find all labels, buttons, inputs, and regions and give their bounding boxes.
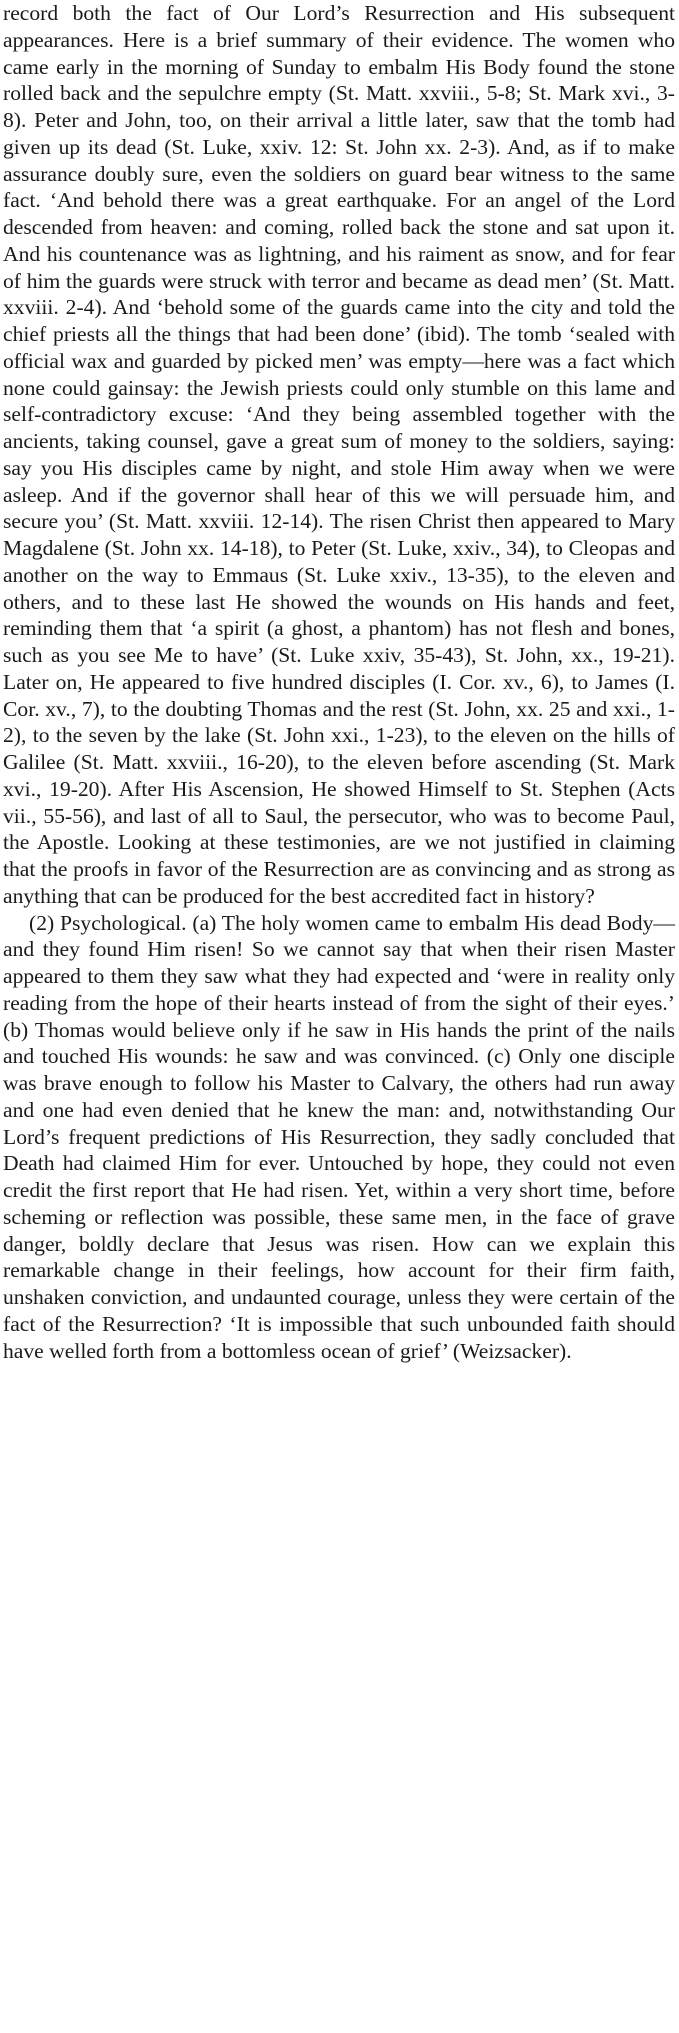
- paragraph-psychological: (2) Psychological. (a) The holy women came to embalm His dead Body—and they found Him risen! So we cannot say that when their risen Master appeared to them they saw what they had expected and ‘were in reality only reading from the hope of their hearts instead of from the sight of their eyes.’ (b) Thomas would believe only if he saw in His hands the print of the nails and touched His wounds: he saw and was convinced. (c) Only one disciple was brave enough to follow his Master to Calvary, the others had run away and one had even denied that he knew the man: and, notwithstanding Our Lord’s frequent predictions of His Resurrection, they sadly concluded that Death had claimed Him for ever. Untouched by hope, they could not even credit the first report that He had risen. Yet, within a very short time, before scheming or reflection was possible, these same men, in the face of grave danger, boldly declare that Jesus was risen. How can we explain this remarkable change in their feelings, how account for their firm faith, unshaken conviction, and undaunted courage, unless they were certain of the fact of the Resurrection? ‘It is impossible that such unbounded faith should have welled forth from a bottomless ocean of grief’ (Weizsacker).: [3, 910, 675, 1363]
- paragraph-historical-evidence: record both the fact of Our Lord’s Resurrection and His subsequent appearances. Here is a brief summary of their evidence. The women who came early in the morning of Sunday to embalm His Body found the stone rolled back and the sepulchre empty (St. Matt. xxviii., 5-8; St. Mark xvi., 3-8). Peter and John, too, on their arrival a little later, saw that the tomb had given up its dead (St. Luke, xxiv. 12: St. John xx. 2-3). And, as if to make assurance doubly sure, even the soldiers on guard bear witness to the same fact. ‘And behold there was a great earthquake. For an angel of the Lord descended from heaven: and coming, rolled back the stone and sat upon it. And his countenance was as lightning, and his raiment as snow, and for fear of him the guards were struck with terror and became as dead men’ (St. Matt. xxviii. 2-4). And ‘behold some of the guards came into the city and told the chief priests all the things that had been done’ (ibid). The tomb ‘sealed with official wax and guarded by picked men’ was empty—here was a fact which none could gainsay: the Jewish priests could only stumble on this lame and self-contradictory excuse: ‘And they being assembled together with the ancients, taking counsel, gave a great sum of money to the soldiers, saying: say you His disciples came by night, and stole Him away when we were asleep. And if the governor shall hear of this we will persuade him, and secure you’ (St. Matt. xxviii. 12-14). The risen Christ then appeared to Mary Magdalene (St. John xx. 14-18), to Peter (St. Luke, xxiv., 34), to Cleopas and another on the way to Emmaus (St. Luke xxiv., 13-35), to the eleven and others, and to these last He showed the wounds on His hands and feet, reminding them that ‘a spirit (a ghost, a phantom) has not flesh and bones, such as you see Me to have’ (St. Luke xxiv, 35-43), St. John, xx., 19-21). Later on, He appeared to five hundred disciples (I. Cor. xv., 6), to James (I. Cor. xv., 7), to the doubting Thomas and the rest (St. John, xx. 25 and xxi., 1-2), to the seven by the lake (St. John xxi., 1-23), to the eleven on the hills of Galilee (St. Matt. xxviii., 16-20), to the eleven before ascending (St. Mark xvi., 19-20). After His Ascension, He showed Himself to St. Stephen (Acts vii., 55-56), and last of all to Saul, the persecutor, who was to become Paul, the Apostle. Looking at these testimonies, are we not justified in claiming that the proofs in favor of the Resurrection are as convincing and as strong as anything that can be produced for the best accredited fact in history?: [3, 1, 675, 908]
